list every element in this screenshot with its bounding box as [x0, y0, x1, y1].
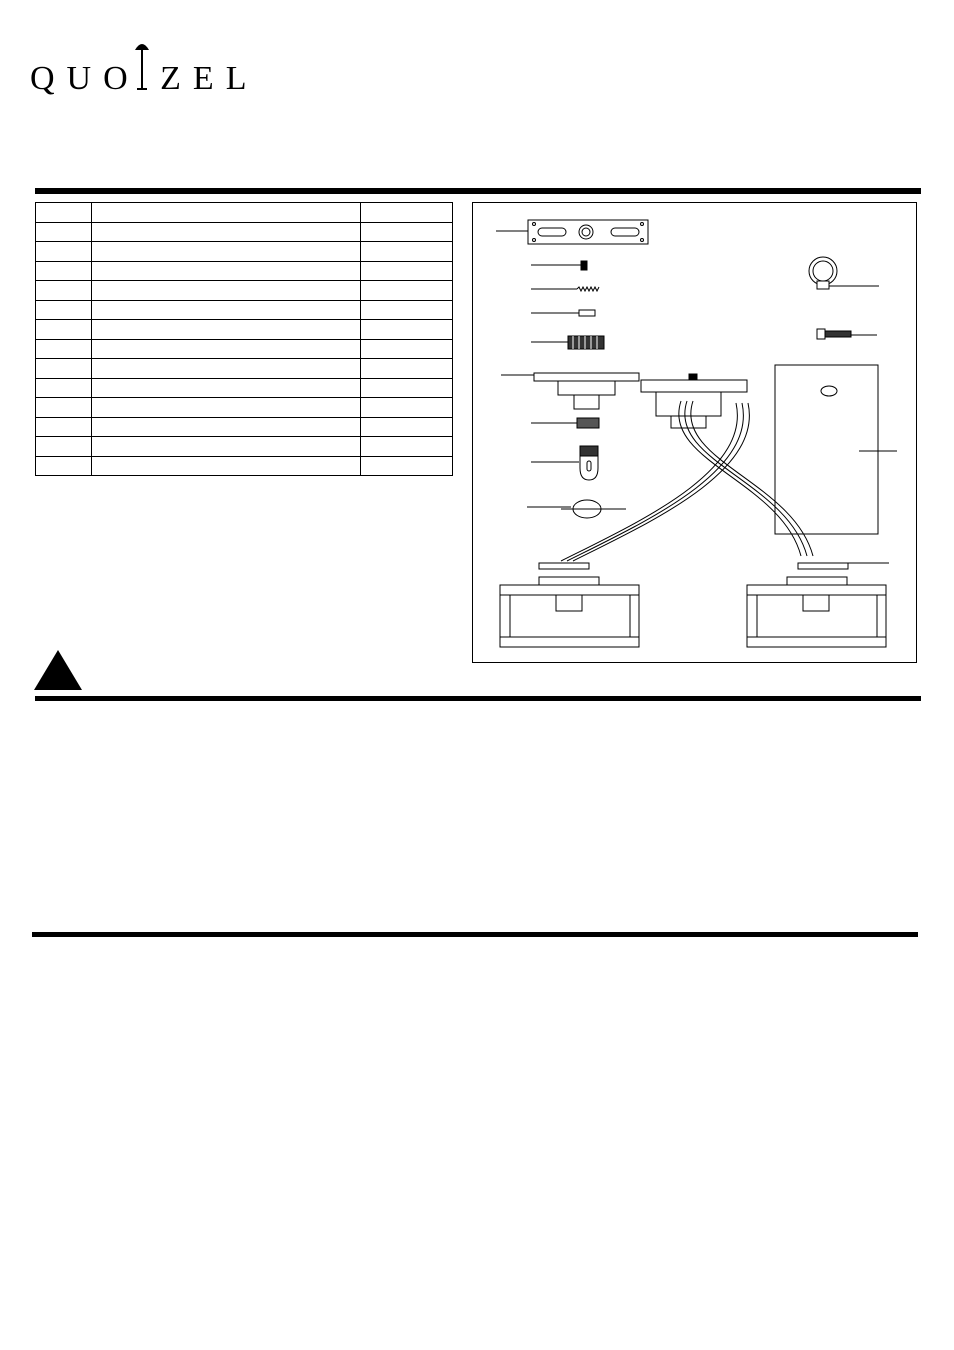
fixture-body-icon-right	[747, 563, 886, 647]
table-cell	[36, 456, 92, 476]
table-cell	[36, 281, 92, 301]
glass-panel-icon	[775, 365, 897, 534]
brand-wordmark: QUO ZEL	[30, 60, 259, 97]
table-cell	[361, 222, 453, 242]
parts-diagram	[472, 202, 917, 663]
table-cell	[92, 320, 361, 340]
table-row	[36, 339, 453, 359]
table-row	[36, 300, 453, 320]
table-row	[36, 456, 453, 476]
table-row	[36, 320, 453, 340]
top-divider	[35, 188, 921, 194]
table-cell	[92, 203, 361, 223]
table-row	[36, 437, 453, 457]
table-cell	[361, 203, 453, 223]
table-row	[36, 417, 453, 437]
table-cell	[361, 320, 453, 340]
table-row	[36, 222, 453, 242]
arms-icon	[561, 401, 889, 563]
parts-list-table	[35, 202, 453, 476]
table-cell	[92, 359, 361, 379]
chain-link-icon	[527, 500, 626, 518]
table-cell	[361, 359, 453, 379]
warning-triangle-icon	[34, 650, 84, 692]
ring-icon	[809, 257, 879, 289]
canopy-icon	[501, 373, 639, 409]
table-row	[36, 398, 453, 418]
table-cell	[361, 378, 453, 398]
table-cell	[361, 339, 453, 359]
screw-icon	[531, 261, 587, 270]
threaded-rod-icon	[531, 287, 599, 291]
table-cell	[36, 222, 92, 242]
table-cell	[92, 456, 361, 476]
brand-logo	[30, 40, 259, 100]
swivel-icon	[531, 446, 598, 480]
table-cell	[92, 378, 361, 398]
parts-diagram-drawing	[473, 203, 918, 664]
table-row	[36, 359, 453, 379]
table-cell	[36, 261, 92, 281]
table-cell	[36, 203, 92, 223]
table-cell	[36, 417, 92, 437]
table-cell	[36, 359, 92, 379]
bolt-icon	[817, 329, 877, 339]
table-cell	[361, 242, 453, 262]
table-cell	[36, 320, 92, 340]
table-row	[36, 203, 453, 223]
table-cell	[361, 281, 453, 301]
table-row	[36, 281, 453, 301]
crossbar-icon	[496, 220, 648, 244]
table-cell	[92, 261, 361, 281]
fixture-body-icon	[500, 563, 639, 647]
table-cell	[92, 417, 361, 437]
table-cell	[92, 339, 361, 359]
coupling-icon	[531, 310, 595, 316]
table-cell	[36, 437, 92, 457]
table-cell	[92, 300, 361, 320]
nut-icon	[531, 336, 604, 349]
table-cell	[36, 378, 92, 398]
table-cell	[361, 300, 453, 320]
table-cell	[36, 398, 92, 418]
table-cell	[92, 281, 361, 301]
table-cell	[92, 222, 361, 242]
table-cell	[361, 456, 453, 476]
table-cell	[361, 398, 453, 418]
table-row	[36, 242, 453, 262]
table-cell	[36, 339, 92, 359]
table-cell	[92, 398, 361, 418]
middle-divider	[35, 696, 921, 701]
table-row	[36, 378, 453, 398]
table-cell	[92, 242, 361, 262]
table-cell	[361, 417, 453, 437]
bottom-divider	[32, 932, 918, 937]
table-cell	[36, 300, 92, 320]
table-cell	[92, 437, 361, 457]
center-mount-icon	[641, 374, 747, 428]
table-cell	[361, 437, 453, 457]
table-cell	[36, 242, 92, 262]
table-row	[36, 261, 453, 281]
table-cell	[361, 261, 453, 281]
loop-icon	[531, 418, 599, 428]
